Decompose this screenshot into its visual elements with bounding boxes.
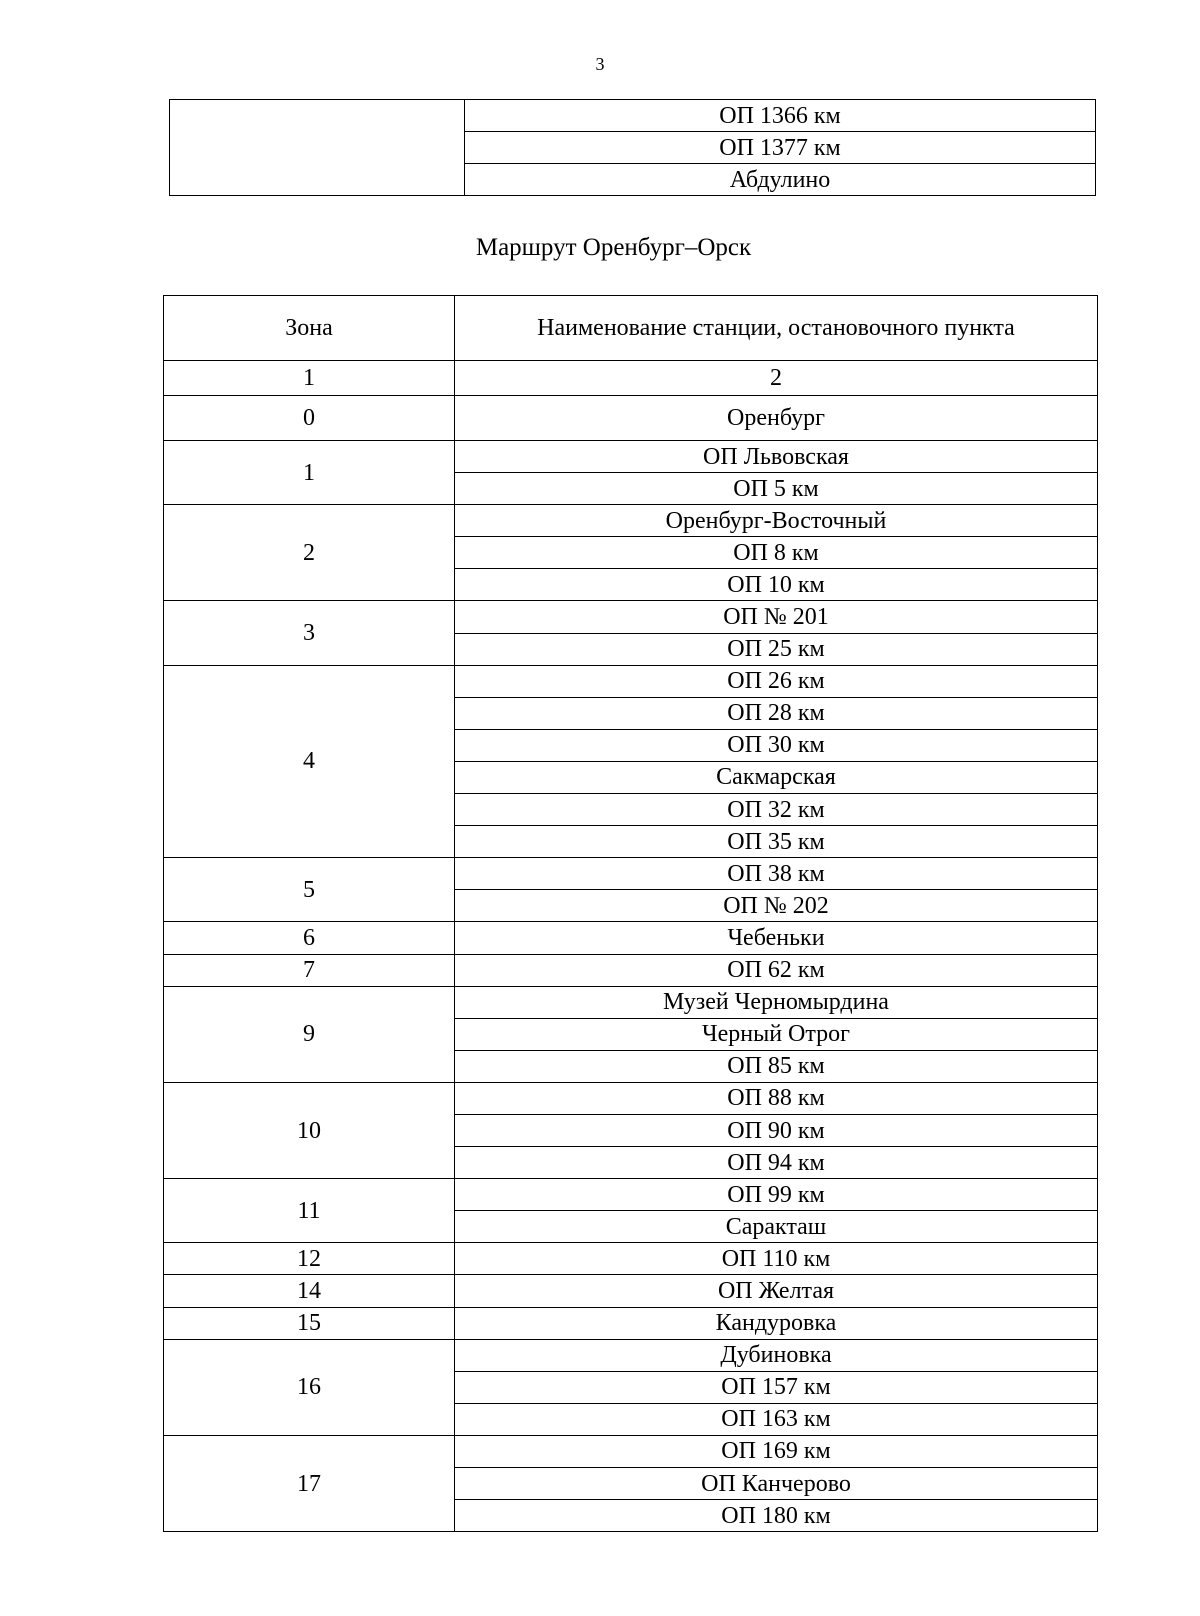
zone-cell: 1	[164, 441, 455, 505]
continuation-table	[169, 99, 1096, 196]
table-row	[164, 505, 1098, 537]
station-cell: ОП 10 км	[455, 569, 1098, 601]
zone-cell: 2	[164, 505, 455, 601]
table-row	[164, 396, 1098, 441]
station-cell: Сакмарская	[455, 761, 1098, 793]
table-row	[164, 858, 1098, 890]
table-row	[164, 441, 1098, 473]
header-row	[164, 296, 1098, 361]
table-row	[170, 100, 1096, 132]
zone-cell: 6	[164, 922, 455, 954]
table-row	[164, 1082, 1098, 1114]
station-cell: ОП 180 км	[455, 1500, 1098, 1532]
station-cell: ОП № 202	[455, 890, 1098, 922]
table-row	[164, 1243, 1098, 1275]
station-cell: Кандуровка	[455, 1307, 1098, 1339]
zone-cell: 7	[164, 954, 455, 986]
station-cell: ОП 110 км	[455, 1243, 1098, 1275]
table-row	[164, 1275, 1098, 1307]
station-cell: ОП 25 км	[455, 633, 1098, 665]
table-row	[164, 1179, 1098, 1211]
zone-cell: 12	[164, 1243, 455, 1275]
zone-cell: 10	[164, 1082, 455, 1178]
station-cell: Оренбург-Восточный	[455, 505, 1098, 537]
station-cell: ОП № 201	[455, 601, 1098, 633]
table-row	[164, 1307, 1098, 1339]
station-cell: Чебеньки	[455, 922, 1098, 954]
station-cell: ОП 62 км	[455, 954, 1098, 986]
station-cell: ОП 1366 км	[465, 100, 1096, 132]
station-cell: ОП 1377 км	[465, 132, 1096, 164]
station-cell: ОП 32 км	[455, 794, 1098, 826]
station-cell: ОП 8 км	[455, 537, 1098, 569]
station-cell: ОП Желтая	[455, 1275, 1098, 1307]
zone-cell	[170, 100, 465, 196]
route-title: Маршрут Оренбург–Орск	[475, 234, 752, 261]
station-column-number: 2	[455, 361, 1098, 396]
station-cell: Черный Отрог	[455, 1018, 1098, 1050]
station-cell: Музей Черномырдина	[455, 986, 1098, 1018]
route-table	[163, 295, 1098, 1532]
station-cell: ОП 35 км	[455, 826, 1098, 858]
zone-cell: 3	[164, 601, 455, 665]
station-cell: ОП 90 км	[455, 1114, 1098, 1146]
zone-cell: 16	[164, 1339, 455, 1435]
station-cell: Саракташ	[455, 1211, 1098, 1243]
zone-cell: 4	[164, 665, 455, 858]
zone-cell: 17	[164, 1435, 455, 1531]
station-cell: ОП 85 км	[455, 1050, 1098, 1082]
station-cell: ОП 88 км	[455, 1082, 1098, 1114]
station-cell: ОП 5 км	[455, 473, 1098, 505]
station-cell: ОП 163 км	[455, 1403, 1098, 1435]
station-cell: Оренбург	[455, 396, 1098, 441]
station-cell: ОП 26 км	[455, 665, 1098, 697]
table-row	[164, 665, 1098, 697]
station-cell: Дубиновка	[455, 1339, 1098, 1371]
zone-header: Зона	[164, 296, 455, 361]
zone-cell: 0	[164, 396, 455, 441]
station-cell: Абдулино	[465, 164, 1096, 196]
station-cell: ОП Львовская	[455, 441, 1098, 473]
zone-cell: 9	[164, 986, 455, 1082]
column-number-row	[164, 361, 1098, 396]
table-row	[164, 954, 1098, 986]
zone-cell: 14	[164, 1275, 455, 1307]
station-header: Наименование станции, остановочного пункта	[455, 296, 1098, 361]
table-row	[164, 986, 1098, 1018]
table-row	[164, 1339, 1098, 1371]
table-row	[164, 1435, 1098, 1467]
zone-cell: 5	[164, 858, 455, 922]
station-cell: ОП 28 км	[455, 697, 1098, 729]
table-row	[164, 922, 1098, 954]
page-number: 3	[595, 54, 605, 74]
table-row	[164, 601, 1098, 633]
zone-cell: 11	[164, 1179, 455, 1243]
station-cell: ОП 157 км	[455, 1371, 1098, 1403]
station-cell: ОП 169 км	[455, 1435, 1098, 1467]
station-cell: ОП 38 км	[455, 858, 1098, 890]
station-cell: ОП 30 км	[455, 729, 1098, 761]
zone-cell: 15	[164, 1307, 455, 1339]
station-cell: ОП Канчерово	[455, 1468, 1098, 1500]
station-cell: ОП 99 км	[455, 1179, 1098, 1211]
station-cell: ОП 94 км	[455, 1147, 1098, 1179]
zone-column-number: 1	[164, 361, 455, 396]
